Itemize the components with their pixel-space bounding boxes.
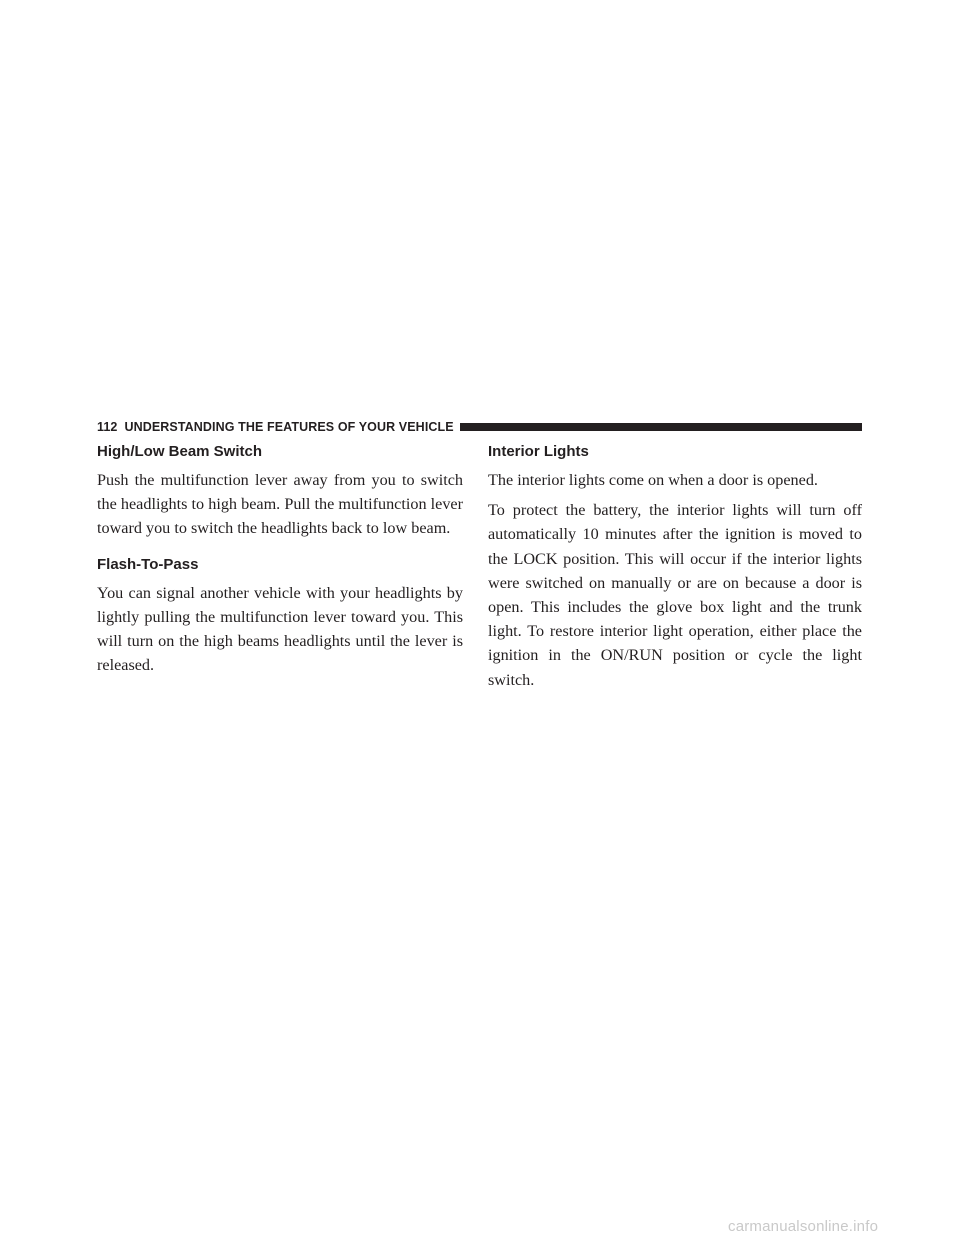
- page-number: 112: [97, 420, 118, 434]
- paragraph-interior-lights-battery: To protect the battery, the interior lights will turn off automatically 10 minutes after the ignition is moved to the LOCK position. This will occur if the interior lights were switched on manually or are on because a door is open. This includes the glove box light and the trunk light. To restore interior light operation, either place the ignition in the ON/RUN position or cycle the light switch.: [488, 501, 862, 689]
- watermark: carmanualsonline.info: [728, 1218, 879, 1235]
- heading-high-low-beam-switch: High/Low Beam Switch: [97, 443, 263, 460]
- right-column: [488, 442, 862, 692]
- heading-flash-to-pass: Flash-To-Pass: [97, 555, 199, 573]
- left-column: [97, 442, 463, 677]
- section-title: UNDERSTANDING THE FEATURES OF YOUR VEHICLE: [124, 420, 454, 434]
- paragraph-high-low-beam: Push the multifunction lever away from you to switch the headlights to high beam. Pull the multifunction lever toward you to switch the headlights back to low beam.: [97, 471, 463, 538]
- header-text: [97, 420, 454, 434]
- paragraph-interior-lights-intro: The interior lights come on when a door is opened.: [488, 471, 818, 489]
- page-header: [97, 417, 862, 437]
- heading-interior-lights: Interior Lights: [488, 443, 589, 460]
- paragraph-flash-to-pass: You can signal another vehicle with your headlights by lightly pulling the multifunction lever toward you. This will turn on the high beams headlights until the lever is released.: [97, 583, 463, 675]
- header-rule: [460, 423, 862, 431]
